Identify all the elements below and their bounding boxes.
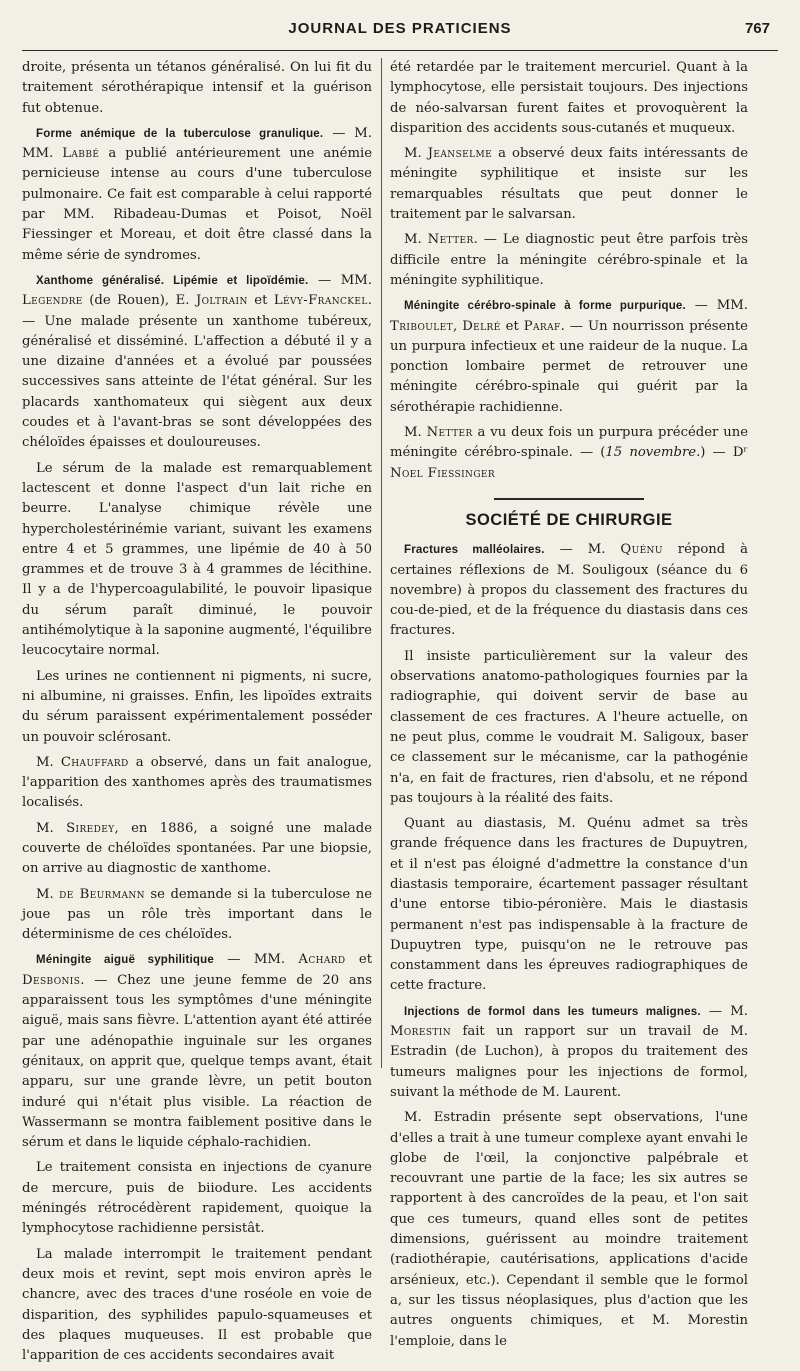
author-name: Netter (426, 425, 473, 441)
report-author: Noel Fiessinger (390, 465, 496, 481)
author-name: Paraf (523, 318, 561, 334)
author-name: de Beurmann (59, 886, 145, 902)
section-rule (494, 498, 644, 500)
paragraph: été retardée par le traitement mercuriel. Quant à la lymphocytose, elle persistait toujours. Des injections de néo-salvarsan furent faites et provoquèrent la disparition des accidents sous-cutanés et muqueux. (390, 60, 748, 136)
right-column (390, 58, 748, 1357)
paragraph: M. Siredey, en 1886, a soigné une malade couverte de chéloïdes spontanées. Par une biopsie, on arrive au diagnostic de xanthome. (22, 820, 373, 877)
article-fractures-malleolaires: Fractures malléolaires. — M. Quénu répond à certaines réflexions de M. Souligoux (séance du 6 novembre) à propos du classement des fractures du cou-de-pied, et de la fréquence du diastasis dans ces fractures. (390, 542, 749, 639)
left-column (22, 58, 372, 1371)
author-name: Legendre (22, 293, 83, 309)
article-title: Xanthome généralisé. Lipémie et lipoïdémie. (36, 274, 309, 287)
paragraph: M. Netter. — Le diagnostic peut être parfois très difficile entre la méningite cérébro-spinale et la méningite syphilitique. (390, 232, 748, 288)
author-name: Quénu (620, 542, 663, 558)
paragraph: droite, présenta un tétanos généralisé. On lui fit du traitement sérothérapique intensif et la guérison fut obtenue. (22, 60, 372, 116)
author-name: Delré (462, 318, 501, 334)
report-date: 15 novembre (605, 445, 697, 461)
paragraph: Les urines ne contiennent ni pigments, ni sucre, ni albumine, ni graisses. Enfin, les lipoïdes extraits du sérum paraissent expérimentalement posséder un pouvoir sclérosant. (22, 668, 372, 745)
author-name: Morestin (390, 1024, 452, 1040)
article-title: Méningite cérébro-spinale à forme purpurique. (404, 300, 686, 313)
paragraph: Le traitement consista en injections de cyanure de mercure, puis de biiodure. Les accidents méningés rétrocédèrent rapidement, quoique la lymphocytose rachidienne persistât. (22, 1160, 372, 1237)
paragraph: La malade interrompit le traitement pendant deux mois et revint, sept mois environ après le chancre, avec des traces d'une roséole en voie de disparition, des syphilides papulo-squameuses et des plaques muqueuses. Il est probable que l'apparition de ces accidents secondaires avait (22, 1246, 372, 1364)
section-heading: SOCIÉTÉ DE CHIRURGIE (465, 510, 673, 529)
author-name: Chauffard (60, 754, 129, 770)
author-name: Triboulet (390, 318, 454, 334)
paragraph: M. de Beurmann se demande si la tuberculose ne joue pas un rôle très important dans le déterminisme de ces chéloïdes. (22, 886, 372, 943)
column-divider (381, 58, 382, 1068)
article-title: Injections de formol dans les tumeurs malignes. (404, 1005, 701, 1018)
paragraph: M. Netter a vu deux fois un purpura précéder une méningite cérébro-spinale. — (15 novembre.) — Dʳ Noel Fiessinger (390, 425, 749, 481)
article-forme-anemique: Forme anémique de la tuberculose granulique. — M. MM. Labbé a publié antérieurement une anémie pernicieuse intense au cours d'une tuberculose pulmonaire. Ce fait est comparable à celui rapporté par MM. Ribadeau-Dumas et Poisot, Noël Fiessinger et Moreau, et doit être classé dans la même série de syndromes. (22, 125, 373, 263)
journal-title: JOURNAL DES PRATICIENS (288, 20, 512, 37)
paragraph: Il insiste particulièrement sur la valeur des observations anatomo-pathologiques fournies par la radiographie, qui doivent servir de base au classement de ces fractures. A l'heure actuelle, on ne peut plus, comme le voudrait M. Saligoux, baser ce classement sur le mécanisme, car la pathogénie n'a, en fait de fractures, rien d'absolu, et ne répond pas toujours à la réalité des faits. (390, 648, 748, 806)
article-meningite-purpurique: Méningite cérébro-spinale à forme purpurique. — MM. Triboulet, Delré et Paraf. — Un nourrisson présente un purpura infectieux et une raideur de la nuque. La ponction lombaire permet de retrouver une méningite cérébro-spinale qui guérit par la sérothérapie rachidienne. (390, 298, 748, 415)
author-name: Achard (298, 952, 346, 968)
author-name: Lévy-Franckel (273, 293, 368, 309)
article-title: Méningite aiguë syphilitique (36, 954, 214, 967)
page-number: 767 (744, 20, 770, 37)
author-name: Joltrain (195, 293, 248, 309)
article-xanthome: Xanthome généralisé. Lipémie et lipoïdémie. — MM. Legendre (de Rouen), E. Joltrain et Lévy-Franckel. — Une malade présente un xanthome tubéreux, généralisé et disséminé. L'affection a débuté il y a une dizaine d'années et a évolué par poussées successives sans atteinte de l'état général. Sur les placards xanthomateux qui siègent aux deux coudes et à l'avant-bras se sont développées des chéloïdes épaisses et douloureuses. (22, 272, 372, 451)
author-name: Desbonis (22, 972, 81, 988)
paragraph: M. Chauffard a observé, dans un fait analogue, l'apparition des xanthomes après des traumatismes localisés. (22, 754, 372, 811)
author-name: Labbé (62, 146, 100, 162)
paragraph: M. Estradin présente sept observations, l'une d'elles a trait à une tumeur complexe ayant envahi le globe de l'œil, la conjonctive palpébrale et recouvrant une partie de la face; les six autres se rapportent à des cancroïdes de la peau, et l'on sait que ces tumeurs, quand elles sont de petites dimensions, guérissent au moindre traitement (radiothérapie, cautérisations, applications d'acide arsénieux, etc.). Cependant il semble que le formol a, sur les tissus néoplasiques, plus d'action que les autres onguents chimiques, et M. Morestin l'emploie, dans le (390, 1110, 748, 1349)
article-meningite-syphilitique: Méningite aiguë syphilitique — MM. Achard et Desbonis. — Chez une jeune femme de 20 ans apparaissent tous les symptômes d'une méningite aiguë, mais sans fièvre. L'attention ayant été attirée par une adénopathie inguinale sur les organes génitaux, on apprit que, quelque temps avant, était apparu, sur une grande lèvre, un petit bouton induré qui n'était plus visible. La réaction de Wassermann se montra faiblement positive dans le sérum et dans le liquide céphalo-rachidien. (22, 952, 373, 1151)
article-title: Fractures malléolaires. (404, 544, 545, 557)
author-name: Jeanselme (427, 146, 493, 162)
paragraph: Quant au diastasis, M. Quénu admet sa très grande fréquence dans les fractures de Dupuytren, et il n'est pas éloigné d'admettre la constance d'un diastasis temporaire, écartement passager résultant d'une entorse tibio-péronière. Mais le diastasis permanent n'est pas indispensable à la fracture de Dupuytren type, puisqu'on ne le retrouve pas constamment dans les épreuves radiographiques de cette fracture. (390, 816, 748, 994)
author-name: Netter (427, 232, 474, 248)
article-injections-formol: Injections de formol dans les tumeurs malignes. — M. Morestin fait un rapport sur un travail de M. Estradin (de Luchon), à propos du traitement des tumeurs malignes pour les injections de formol, suivant la méthode de M. Laurent. (390, 1003, 748, 1100)
running-header (22, 0, 778, 51)
paragraph: Le sérum de la malade est remarquablement lactescent et donne l'aspect d'un lait riche en beurre. L'analyse chimique révèle une hypercholestérinémie variant, suivant les examens entre 4 et 5 grammes, une lipémie de 40 à 50 grammes et de trouve 3 à 4 grammes de lécithine. Il y a de l'hypercoagulabilité, le pouvoir lipasique du sérum paraît diminué, le pouvoir antihémolytique à la saponine augmenté, l'équilibre leucocytaire normal. (22, 460, 372, 659)
article-title: Forme anémique de la tuberculose granulique. (36, 127, 324, 140)
author-name: Siredey (66, 820, 115, 836)
paragraph: M. Jeanselme a observé deux faits intéressants de méningite syphilitique et insiste sur les remarquables résultats que peut donner le traitement par le salvarsan. (390, 146, 748, 223)
